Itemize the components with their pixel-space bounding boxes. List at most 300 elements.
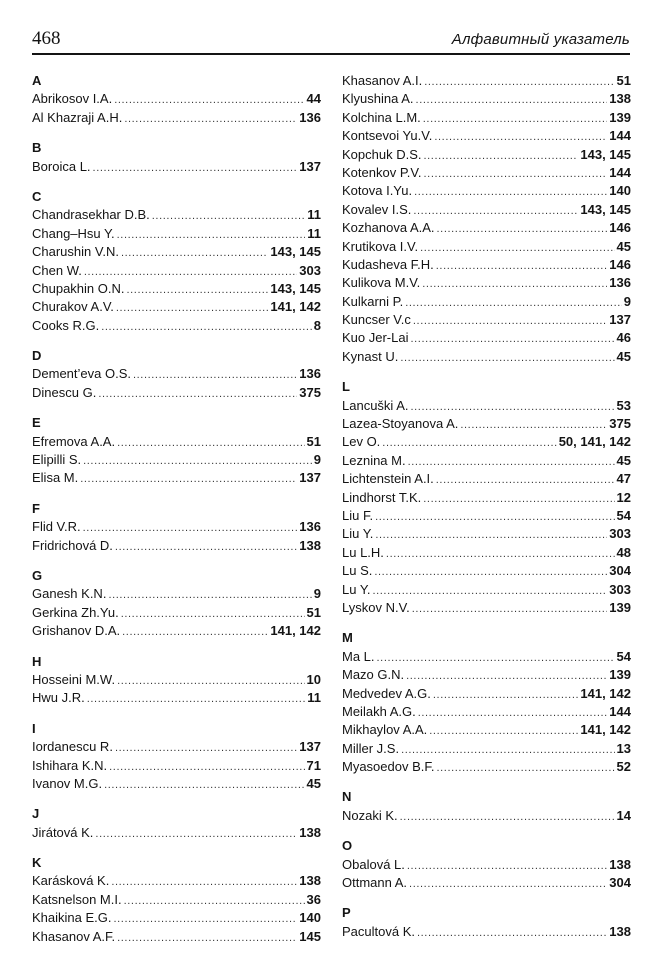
page-references: 146 xyxy=(609,256,631,272)
index-section xyxy=(32,805,321,842)
page-references: 136 xyxy=(609,275,631,291)
page-references: 138 xyxy=(609,91,631,107)
index-entry xyxy=(342,856,631,874)
leader-dots xyxy=(374,563,607,581)
section-letter: F xyxy=(32,500,40,516)
page-number: 468 xyxy=(32,28,61,49)
index-entry xyxy=(342,256,631,274)
author-name: Kuncser V.c xyxy=(342,312,411,328)
index-entry xyxy=(342,562,631,580)
page-references: 71 xyxy=(306,757,321,773)
index-entry xyxy=(342,311,631,329)
page-references: 9 xyxy=(313,586,321,602)
author-name: Katsnelson M.I. xyxy=(32,891,122,907)
page-references: 143, 145 xyxy=(580,146,631,162)
author-name: Hosseini M.W. xyxy=(32,671,116,687)
page-references: 303 xyxy=(299,262,321,278)
index-section xyxy=(32,414,321,488)
page-references: 136 xyxy=(299,109,321,125)
leader-dots xyxy=(410,330,614,348)
index-entry xyxy=(32,537,321,555)
author-name: Kynast U. xyxy=(342,348,399,364)
leader-dots xyxy=(437,220,608,238)
index-entry xyxy=(342,201,631,219)
leader-dots xyxy=(411,398,615,416)
index-entry xyxy=(342,164,631,182)
author-name: Elipilli S. xyxy=(32,452,82,468)
leader-dots xyxy=(83,452,312,470)
index-entry xyxy=(32,317,321,335)
author-name: Chupakhin O.N. xyxy=(32,280,125,296)
index-entry xyxy=(342,807,631,825)
leader-dots xyxy=(83,519,298,537)
section-letter: H xyxy=(32,653,42,669)
author-name: Chang–Hsu Y. xyxy=(32,225,115,241)
index-entry xyxy=(342,507,631,525)
leader-dots xyxy=(406,667,607,685)
author-name: Flid V.R. xyxy=(32,519,81,535)
page-references: 140 xyxy=(299,910,321,926)
leader-dots xyxy=(436,257,608,275)
index-entry xyxy=(32,243,321,261)
index-section xyxy=(32,347,321,402)
index-entry xyxy=(342,219,631,237)
leader-dots xyxy=(121,244,268,262)
index-column-left xyxy=(32,72,321,946)
author-name: Kotenkov P.V. xyxy=(342,164,422,180)
author-name: Ivanov M.G. xyxy=(32,775,103,791)
leader-dots xyxy=(400,349,614,367)
author-name: Efremova A.A. xyxy=(32,433,116,449)
author-name: Leznina M. xyxy=(342,452,406,468)
index-entry xyxy=(342,274,631,292)
index-entry xyxy=(32,365,321,383)
page-references: 45 xyxy=(616,452,631,468)
index-entry xyxy=(32,469,321,487)
author-name: Jirátová K. xyxy=(32,824,94,840)
section-letter: K xyxy=(32,855,42,871)
page-references: 44 xyxy=(306,91,321,107)
index-entry xyxy=(32,738,321,756)
page-references: 51 xyxy=(306,604,321,620)
page-references: 138 xyxy=(609,856,631,872)
leader-dots xyxy=(377,649,615,667)
index-entry xyxy=(342,525,631,543)
index-entry xyxy=(342,348,631,366)
section-gap xyxy=(32,842,321,854)
running-title: Алфавитный указатель xyxy=(451,31,630,48)
index-entry xyxy=(342,146,631,164)
author-name: Kotova I.Yu. xyxy=(342,183,413,199)
author-name: Khasanov A.F. xyxy=(32,928,116,944)
page-references: 137 xyxy=(299,470,321,486)
leader-dots xyxy=(117,226,306,244)
section-gap xyxy=(342,776,631,788)
author-name: Al Khazraji A.H. xyxy=(32,109,123,125)
page-references: 53 xyxy=(616,397,631,413)
index-entry xyxy=(32,158,321,176)
leader-dots xyxy=(116,299,268,317)
page-references: 137 xyxy=(299,739,321,755)
page-references: 36 xyxy=(306,891,321,907)
index-entry xyxy=(32,518,321,536)
author-name: Lu L.H. xyxy=(342,544,384,560)
author-name: Dement’eva O.S. xyxy=(32,366,131,382)
section-gap xyxy=(32,335,321,347)
page-references: 8 xyxy=(313,317,321,333)
page-references: 52 xyxy=(616,759,631,775)
index-entry xyxy=(32,433,321,451)
author-name: Liu F. xyxy=(342,507,374,523)
leader-dots xyxy=(98,385,297,403)
section-gap xyxy=(32,176,321,188)
author-name: Medvedev A.G. xyxy=(342,685,431,701)
index-entry xyxy=(342,109,631,127)
index-entry xyxy=(32,225,321,243)
page-references: 144 xyxy=(609,128,631,144)
index-section xyxy=(342,788,631,825)
leader-dots xyxy=(436,471,615,489)
author-name: Grishanov D.A. xyxy=(32,623,121,639)
header-rule xyxy=(32,53,630,55)
section-letter: G xyxy=(32,567,43,583)
page-references: 143, 145 xyxy=(580,201,631,217)
page-references: 12 xyxy=(616,489,631,505)
page-references: 136 xyxy=(299,366,321,382)
leader-dots xyxy=(127,281,269,299)
section-letter: L xyxy=(342,379,350,395)
author-name: Dinescu G. xyxy=(32,384,97,400)
author-name: Kulikova M.V. xyxy=(342,275,421,291)
index-entry xyxy=(342,433,631,451)
leader-dots xyxy=(84,263,297,281)
page-references: 141, 142 xyxy=(580,722,631,738)
index-section xyxy=(32,854,321,946)
page-references: 48 xyxy=(616,544,631,560)
index-entry xyxy=(32,622,321,640)
index-entry xyxy=(342,415,631,433)
page-references: 51 xyxy=(306,433,321,449)
section-gap xyxy=(32,488,321,500)
section-gap xyxy=(342,892,631,904)
page-references: 46 xyxy=(616,330,631,346)
index-entry xyxy=(342,72,631,90)
author-name: Lindhorst T.K. xyxy=(342,489,422,505)
page-references: 9 xyxy=(313,452,321,468)
section-gap xyxy=(342,825,631,837)
index-entry xyxy=(342,923,631,941)
index-entry xyxy=(342,874,631,892)
leader-dots xyxy=(429,722,578,740)
index-section xyxy=(342,629,631,776)
index-entry xyxy=(32,90,321,108)
author-name: Krutikova I.V. xyxy=(342,238,419,254)
section-letter: P xyxy=(342,905,351,921)
author-name: Ottmann A. xyxy=(342,875,408,891)
author-name: Meilakh A.G. xyxy=(342,703,416,719)
index-entry xyxy=(32,872,321,890)
index-entry xyxy=(32,604,321,622)
page-references: 10 xyxy=(306,671,321,687)
leader-dots xyxy=(117,434,304,452)
author-name: Chandrasekhar D.B. xyxy=(32,207,150,223)
leader-dots xyxy=(420,239,614,257)
author-name: Ma L. xyxy=(342,648,375,664)
leader-dots xyxy=(372,582,607,600)
section-gap xyxy=(32,402,321,414)
leader-dots xyxy=(422,275,607,293)
section-gap xyxy=(32,127,321,139)
page-references: 45 xyxy=(616,238,631,254)
section-letter: I xyxy=(32,720,36,736)
index-entry xyxy=(32,280,321,298)
page-references: 143, 145 xyxy=(270,244,321,260)
leader-dots xyxy=(152,207,305,225)
section-letter: D xyxy=(32,348,42,364)
index-section xyxy=(32,500,321,555)
page-references: 45 xyxy=(616,348,631,364)
author-name: Lu Y. xyxy=(342,581,371,597)
leader-dots xyxy=(124,892,305,910)
section-gap xyxy=(342,366,631,378)
page-references: 137 xyxy=(299,158,321,174)
author-name: Kuo Jer-Lai xyxy=(342,330,409,346)
index-entry xyxy=(342,238,631,256)
author-name: Gerkina Zh.Yu. xyxy=(32,604,119,620)
leader-dots xyxy=(400,808,615,826)
leader-dots xyxy=(115,739,297,757)
section-letter: J xyxy=(32,806,40,822)
page-references: 45 xyxy=(306,775,321,791)
page-references: 303 xyxy=(609,581,631,597)
page-references: 141, 142 xyxy=(580,685,631,701)
index-entry xyxy=(342,470,631,488)
index-entry xyxy=(32,451,321,469)
index-section xyxy=(32,567,321,641)
section-gap xyxy=(32,641,321,653)
section-letter: O xyxy=(342,838,353,854)
page-references: 146 xyxy=(609,220,631,236)
leader-dots xyxy=(413,312,607,330)
author-name: Kontsevoi Yu.V. xyxy=(342,128,433,144)
section-gap xyxy=(32,793,321,805)
leader-dots xyxy=(407,857,607,875)
page-references: 47 xyxy=(616,471,631,487)
leader-dots xyxy=(117,929,297,947)
author-name: Pacultová K. xyxy=(342,923,415,939)
leader-dots xyxy=(424,165,608,183)
author-name: Ishihara K.N. xyxy=(32,757,108,773)
index-entry xyxy=(32,909,321,927)
index-section xyxy=(32,72,321,127)
author-name: Abrikosov I.A. xyxy=(32,91,113,107)
section-letter: B xyxy=(32,140,42,156)
index-column-right xyxy=(342,72,631,941)
author-name: Kulkarni P. xyxy=(342,293,404,309)
page-references: 375 xyxy=(609,416,631,432)
index-entry xyxy=(342,544,631,562)
leader-dots xyxy=(93,159,298,177)
author-name: Klyushina A. xyxy=(342,91,414,107)
leader-dots xyxy=(401,741,614,759)
author-name: Kozhanova A.A. xyxy=(342,220,435,236)
index-entry xyxy=(32,298,321,316)
page-references: 139 xyxy=(609,599,631,615)
page-references: 14 xyxy=(616,807,631,823)
index-entry xyxy=(32,689,321,707)
leader-dots xyxy=(375,508,614,526)
author-name: Kovalev I.S. xyxy=(342,201,412,217)
page-references: 140 xyxy=(609,183,631,199)
author-name: Elisa M. xyxy=(32,470,79,486)
author-name: Boroica L. xyxy=(32,158,91,174)
page-references: 138 xyxy=(299,873,321,889)
author-name: Lazea-Stoyanova A. xyxy=(342,416,459,432)
leader-dots xyxy=(122,623,268,641)
page-references: 9 xyxy=(623,293,631,309)
leader-dots xyxy=(108,586,311,604)
index-entry xyxy=(342,452,631,470)
leader-dots xyxy=(114,91,304,109)
index-entry xyxy=(342,182,631,200)
index-entry xyxy=(342,740,631,758)
index-entry xyxy=(32,928,321,946)
page-references: 138 xyxy=(299,537,321,553)
author-name: Khaikina E.G. xyxy=(32,910,112,926)
index-section xyxy=(32,139,321,176)
author-name: Lu S. xyxy=(342,563,373,579)
page-references: 136 xyxy=(299,519,321,535)
leader-dots xyxy=(423,490,614,508)
index-section xyxy=(342,837,631,892)
index-section xyxy=(32,720,321,794)
leader-dots xyxy=(114,910,298,928)
author-name: Kudasheva F.H. xyxy=(342,256,434,272)
page-references: 139 xyxy=(609,667,631,683)
author-name: Liu Y. xyxy=(342,526,374,542)
page-references: 138 xyxy=(299,824,321,840)
index-entry xyxy=(342,581,631,599)
author-name: Lev O. xyxy=(342,434,381,450)
leader-dots xyxy=(437,759,615,777)
index-section xyxy=(32,188,321,335)
page-references: 54 xyxy=(616,507,631,523)
index-entry xyxy=(342,90,631,108)
page-references: 303 xyxy=(609,526,631,542)
index-entry xyxy=(342,329,631,347)
page-references: 144 xyxy=(609,164,631,180)
index-section xyxy=(342,72,631,366)
author-name: Mikhaylov A.A. xyxy=(342,722,428,738)
author-name: Chen W. xyxy=(32,262,82,278)
leader-dots xyxy=(460,416,607,434)
leader-dots xyxy=(423,110,608,128)
author-name: Nozaki K. xyxy=(342,807,398,823)
page-references: 11 xyxy=(307,225,321,241)
page-references: 50, 141, 142 xyxy=(558,434,631,450)
index-section xyxy=(342,378,631,617)
leader-dots xyxy=(408,453,615,471)
leader-dots xyxy=(424,73,614,91)
page-references: 51 xyxy=(616,73,631,88)
leader-dots xyxy=(87,690,306,708)
author-name: Khasanov A.I. xyxy=(342,73,423,88)
author-name: Cooks R.G. xyxy=(32,317,100,333)
leader-dots xyxy=(121,605,305,623)
page-references: 137 xyxy=(609,312,631,328)
section-gap xyxy=(342,617,631,629)
page-references: 11 xyxy=(307,690,321,706)
index-entry xyxy=(342,703,631,721)
author-name: Myasoedov B.F. xyxy=(342,759,435,775)
page-references: 139 xyxy=(609,109,631,125)
leader-dots xyxy=(117,672,304,690)
author-name: Miller J.S. xyxy=(342,740,400,756)
page-references: 141, 142 xyxy=(270,299,321,315)
index-section xyxy=(342,904,631,941)
leader-dots xyxy=(424,147,579,165)
leader-dots xyxy=(382,434,556,452)
page-references: 141, 142 xyxy=(270,623,321,639)
page-references: 304 xyxy=(609,875,631,891)
leader-dots xyxy=(104,776,304,794)
author-name: Ganesh K.N. xyxy=(32,586,107,602)
page-references: 13 xyxy=(616,740,631,756)
author-name: Kopchuk D.S. xyxy=(342,146,422,162)
index-entry xyxy=(32,585,321,603)
author-name: Kolchina L.M. xyxy=(342,109,421,125)
page-references: 304 xyxy=(609,563,631,579)
leader-dots xyxy=(418,704,608,722)
index-entry xyxy=(32,824,321,842)
index-entry xyxy=(32,262,321,280)
leader-dots xyxy=(409,875,607,893)
author-name: Lyskov N.V. xyxy=(342,599,410,615)
author-name: Mazo G.N. xyxy=(342,667,405,683)
leader-dots xyxy=(414,183,607,201)
index-entry xyxy=(342,599,631,617)
section-letter: N xyxy=(342,789,352,805)
index-entry xyxy=(32,891,321,909)
index-entry xyxy=(342,648,631,666)
section-gap xyxy=(32,708,321,720)
section-letter: C xyxy=(32,188,42,204)
author-name: Hwu J.R. xyxy=(32,690,85,706)
leader-dots xyxy=(115,538,297,556)
index-entry xyxy=(342,293,631,311)
author-name: Churakov A.V. xyxy=(32,299,114,315)
leader-dots xyxy=(101,318,312,336)
page-header xyxy=(32,27,630,53)
leader-dots xyxy=(416,91,608,109)
section-letter: M xyxy=(342,630,353,646)
index-entry xyxy=(342,127,631,145)
author-name: Lancuški A. xyxy=(342,397,409,413)
section-letter: E xyxy=(32,415,41,431)
author-name: Fridrichová D. xyxy=(32,537,113,553)
page-references: 144 xyxy=(609,703,631,719)
index-entry xyxy=(342,397,631,415)
index-entry xyxy=(32,206,321,224)
author-name: Charushin V.N. xyxy=(32,244,119,260)
index-entry xyxy=(32,757,321,775)
page-references: 11 xyxy=(307,207,321,223)
index-entry xyxy=(342,666,631,684)
leader-dots xyxy=(386,545,615,563)
section-letter: A xyxy=(32,73,42,88)
index-entry xyxy=(32,671,321,689)
leader-dots xyxy=(111,873,297,891)
